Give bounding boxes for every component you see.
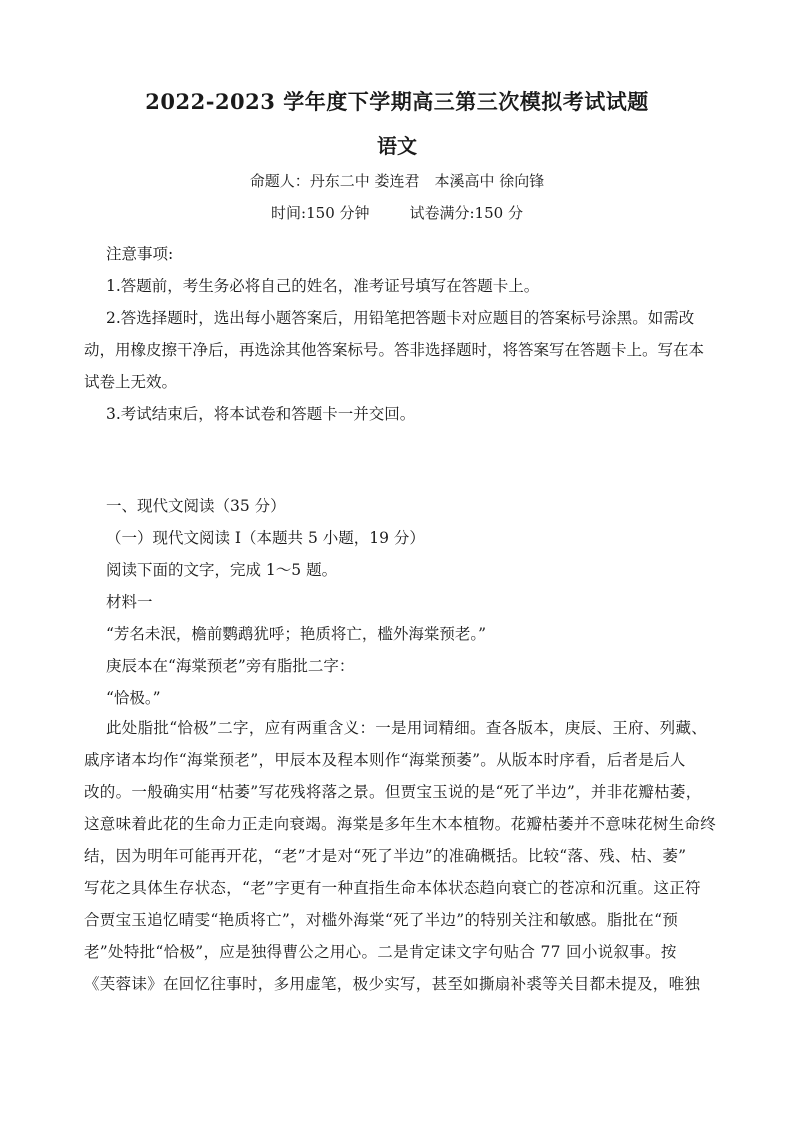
exam-title: 2022-2023 学年度下学期高三第三次模拟考试试题 xyxy=(145,89,649,114)
annotation-intro: 庚辰本在“海棠预老”旁有脂批二字： xyxy=(106,657,355,675)
body-line: 老”处特批“恰极”，应是独得曹公之用心。二是肯定诔文字句贴合 77 回小说叙事。按 xyxy=(84,943,677,961)
time-score-line xyxy=(0,202,794,223)
notice-item-3: 3.考试结束后，将本试卷和答题卡一并交回。 xyxy=(106,405,416,423)
body-line: 戚序诸本均作“海棠预老”，甲辰本及程本则作“海棠预萎”。从版本时序看，后者是后人 xyxy=(84,751,686,769)
authors-line: 命题人：丹东二中 娄连君 本溪高中 徐向锋 xyxy=(249,172,545,190)
subject-title: 语文 xyxy=(377,134,417,158)
body-line: 此处脂批“恰极”二字，应有两重含义：一是用词精细。查各版本，庚辰、王府、列藏、 xyxy=(106,719,708,737)
exam-full-score: 试卷满分:150 分 xyxy=(409,204,523,222)
body-line: 这意味着此花的生命力正走向衰竭。海棠是多年生木本植物。花瓣枯萎并不意味花树生命终 xyxy=(84,815,717,833)
material-quote: “芳名未泯，檐前鹦鹉犹呼；艳质将亡，槛外海棠预老。” xyxy=(106,625,487,643)
material-label: 材料一 xyxy=(106,593,153,611)
notice-block xyxy=(84,238,726,430)
exam-time: 时间:150 分钟 xyxy=(271,204,370,222)
notice-heading: 注意事项: xyxy=(106,245,174,263)
body-line: 合贾宝玉追忆晴雯“艳质将亡”，对槛外海棠“死了半边”的特别关注和敏感。脂批在“预 xyxy=(84,911,679,929)
notice-item-2-line-3: 试卷上无效。 xyxy=(84,373,178,391)
body-paragraph xyxy=(84,712,736,1000)
sub-section-heading: （一）现代文阅读 I（本题共 5 小题，19 分） xyxy=(106,529,425,547)
body-line: 改的。一般确实用“枯萎”写花残将落之景。但贾宝玉说的是“死了半边”，并非花瓣枯萎， xyxy=(84,783,702,801)
section-block xyxy=(106,490,726,714)
body-line: 结，因为明年可能再开花，“老”才是对“死了半边”的准确概括。比较“落、残、枯、萎” xyxy=(84,847,687,865)
notice-item-2-line-1: 2.答选择题时，选出每小题答案后，用铅笔把答题卡对应题目的答案标号涂黑。如需改 xyxy=(106,309,695,327)
body-line: 《芙蓉诔》在回忆往事时，多用虚笔，极少实写，甚至如撕扇补裘等关目都未提及，唯独 xyxy=(84,975,701,993)
annotation-quote: “恰极。” xyxy=(106,689,161,707)
notice-item-2-line-2: 动，用橡皮擦干净后，再选涂其他答案标号。答非选择题时，将答案写在答题卡上。写在本 xyxy=(84,341,705,359)
body-line: 写花之具体生存状态，“老”字更有一种直指生命本体状态趋向衰亡的苍凉和沉重。这正符 xyxy=(84,879,701,897)
reading-instruction: 阅读下面的文字，完成 1～5 题。 xyxy=(106,561,338,579)
notice-item-1: 1.答题前，考生务必将自己的姓名，准考证号填写在答题卡上。 xyxy=(106,277,540,295)
section-heading: 一、现代文阅读（35 分） xyxy=(106,497,286,515)
